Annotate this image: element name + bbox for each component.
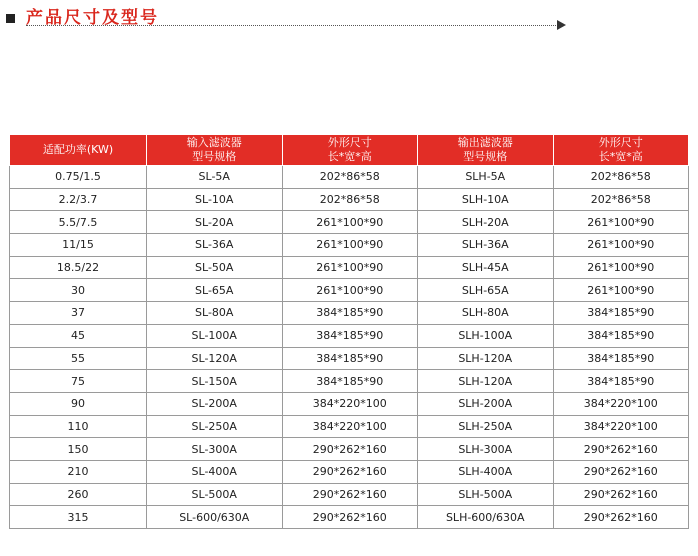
section-title: 产品尺寸及型号 <box>26 8 159 28</box>
cell-input-model: SL-100A <box>147 324 283 347</box>
cell-power: 150 <box>10 438 147 461</box>
cell-input-model: SL-50A <box>147 256 283 279</box>
cell-output-model: SLH-20A <box>418 211 554 234</box>
cell-output-size: 384*185*90 <box>553 302 689 325</box>
cell-input-model: SL-36A <box>147 234 283 257</box>
cell-power: 315 <box>10 506 147 529</box>
header-line: 长*宽*高 <box>327 150 372 163</box>
cell-input-size: 290*262*160 <box>282 438 418 461</box>
dotted-divider <box>26 25 556 26</box>
header-line: 外形尺寸 <box>598 136 643 149</box>
table-row <box>10 234 689 257</box>
cell-output-model: SLH-80A <box>418 302 554 325</box>
cell-output-model: SLH-200A <box>418 392 554 415</box>
header-output-size <box>553 135 689 166</box>
table-row <box>10 483 689 506</box>
cell-output-size: 384*220*100 <box>553 415 689 438</box>
header-line: 型号规格 <box>463 150 508 163</box>
cell-output-size: 261*100*90 <box>553 256 689 279</box>
cell-power: 55 <box>10 347 147 370</box>
cell-input-size: 202*86*58 <box>282 166 418 189</box>
table-row <box>10 302 689 325</box>
cell-output-size: 290*262*160 <box>553 438 689 461</box>
section-heading <box>6 3 566 27</box>
cell-power: 90 <box>10 392 147 415</box>
cell-output-model: SLH-600/630A <box>418 506 554 529</box>
table-row <box>10 370 689 393</box>
cell-power: 5.5/7.5 <box>10 211 147 234</box>
cell-input-model: SL-600/630A <box>147 506 283 529</box>
cell-power: 210 <box>10 460 147 483</box>
header-power <box>10 135 147 166</box>
cell-power: 11/15 <box>10 234 147 257</box>
spec-table <box>9 134 689 529</box>
cell-output-model: SLH-36A <box>418 234 554 257</box>
cell-output-model: SLH-250A <box>418 415 554 438</box>
cell-output-model: SLH-100A <box>418 324 554 347</box>
cell-output-model: SLH-10A <box>418 188 554 211</box>
header-input-size <box>282 135 418 166</box>
cell-input-model: SL-500A <box>147 483 283 506</box>
cell-output-size: 202*86*58 <box>553 188 689 211</box>
cell-power: 37 <box>10 302 147 325</box>
cell-input-size: 202*86*58 <box>282 188 418 211</box>
cell-input-size: 384*185*90 <box>282 347 418 370</box>
cell-output-size: 290*262*160 <box>553 483 689 506</box>
table-row <box>10 166 689 189</box>
cell-power: 45 <box>10 324 147 347</box>
cell-input-model: SL-80A <box>147 302 283 325</box>
cell-power: 0.75/1.5 <box>10 166 147 189</box>
cell-output-model: SLH-300A <box>418 438 554 461</box>
header-line: 输入滤波器 <box>186 136 242 149</box>
cell-input-size: 290*262*160 <box>282 506 418 529</box>
cell-input-model: SL-5A <box>147 166 283 189</box>
cell-output-model: SLH-45A <box>418 256 554 279</box>
header-line: 适配功率(KW) <box>42 143 114 156</box>
cell-output-size: 261*100*90 <box>553 279 689 302</box>
cell-output-model: SLH-500A <box>418 483 554 506</box>
cell-output-size: 384*185*90 <box>553 370 689 393</box>
cell-input-model: SL-150A <box>147 370 283 393</box>
header-output-model <box>418 135 554 166</box>
cell-input-size: 384*185*90 <box>282 302 418 325</box>
cell-input-model: SL-250A <box>147 415 283 438</box>
cell-input-size: 261*100*90 <box>282 234 418 257</box>
cell-output-model: SLH-400A <box>418 460 554 483</box>
header-line: 外形尺寸 <box>327 136 372 149</box>
cell-output-model: SLH-120A <box>418 370 554 393</box>
cell-output-size: 384*220*100 <box>553 392 689 415</box>
table-row <box>10 392 689 415</box>
table-row <box>10 279 689 302</box>
table-row <box>10 188 689 211</box>
cell-input-model: SL-20A <box>147 211 283 234</box>
table-row <box>10 211 689 234</box>
arrow-right-icon <box>557 20 566 30</box>
table-row <box>10 460 689 483</box>
cell-power: 2.2/3.7 <box>10 188 147 211</box>
cell-output-size: 261*100*90 <box>553 211 689 234</box>
cell-output-size: 290*262*160 <box>553 460 689 483</box>
cell-output-size: 261*100*90 <box>553 234 689 257</box>
cell-output-size: 290*262*160 <box>553 506 689 529</box>
table-row <box>10 256 689 279</box>
cell-power: 18.5/22 <box>10 256 147 279</box>
header-line: 型号规格 <box>192 150 237 163</box>
table-row <box>10 506 689 529</box>
cell-input-size: 290*262*160 <box>282 460 418 483</box>
cell-input-size: 384*220*100 <box>282 415 418 438</box>
square-bullet-icon <box>6 14 15 23</box>
cell-output-model: SLH-5A <box>418 166 554 189</box>
cell-input-model: SL-400A <box>147 460 283 483</box>
table-row <box>10 415 689 438</box>
cell-input-model: SL-120A <box>147 347 283 370</box>
table-row <box>10 347 689 370</box>
cell-power: 30 <box>10 279 147 302</box>
cell-output-model: SLH-65A <box>418 279 554 302</box>
cell-input-size: 384*185*90 <box>282 324 418 347</box>
cell-input-model: SL-200A <box>147 392 283 415</box>
cell-output-size: 384*185*90 <box>553 347 689 370</box>
cell-input-size: 384*220*100 <box>282 392 418 415</box>
cell-input-model: SL-65A <box>147 279 283 302</box>
cell-output-model: SLH-120A <box>418 347 554 370</box>
cell-output-size: 202*86*58 <box>553 166 689 189</box>
table-header-row <box>10 135 689 166</box>
header-line: 长*宽*高 <box>598 150 643 163</box>
cell-power: 75 <box>10 370 147 393</box>
cell-input-size: 261*100*90 <box>282 211 418 234</box>
table-row <box>10 324 689 347</box>
cell-output-size: 384*185*90 <box>553 324 689 347</box>
cell-input-model: SL-10A <box>147 188 283 211</box>
cell-input-size: 384*185*90 <box>282 370 418 393</box>
cell-input-size: 290*262*160 <box>282 483 418 506</box>
cell-power: 110 <box>10 415 147 438</box>
cell-input-model: SL-300A <box>147 438 283 461</box>
cell-input-size: 261*100*90 <box>282 279 418 302</box>
cell-input-size: 261*100*90 <box>282 256 418 279</box>
table-row <box>10 438 689 461</box>
header-line: 输出滤波器 <box>457 136 513 149</box>
cell-power: 260 <box>10 483 147 506</box>
header-input-model <box>147 135 283 166</box>
